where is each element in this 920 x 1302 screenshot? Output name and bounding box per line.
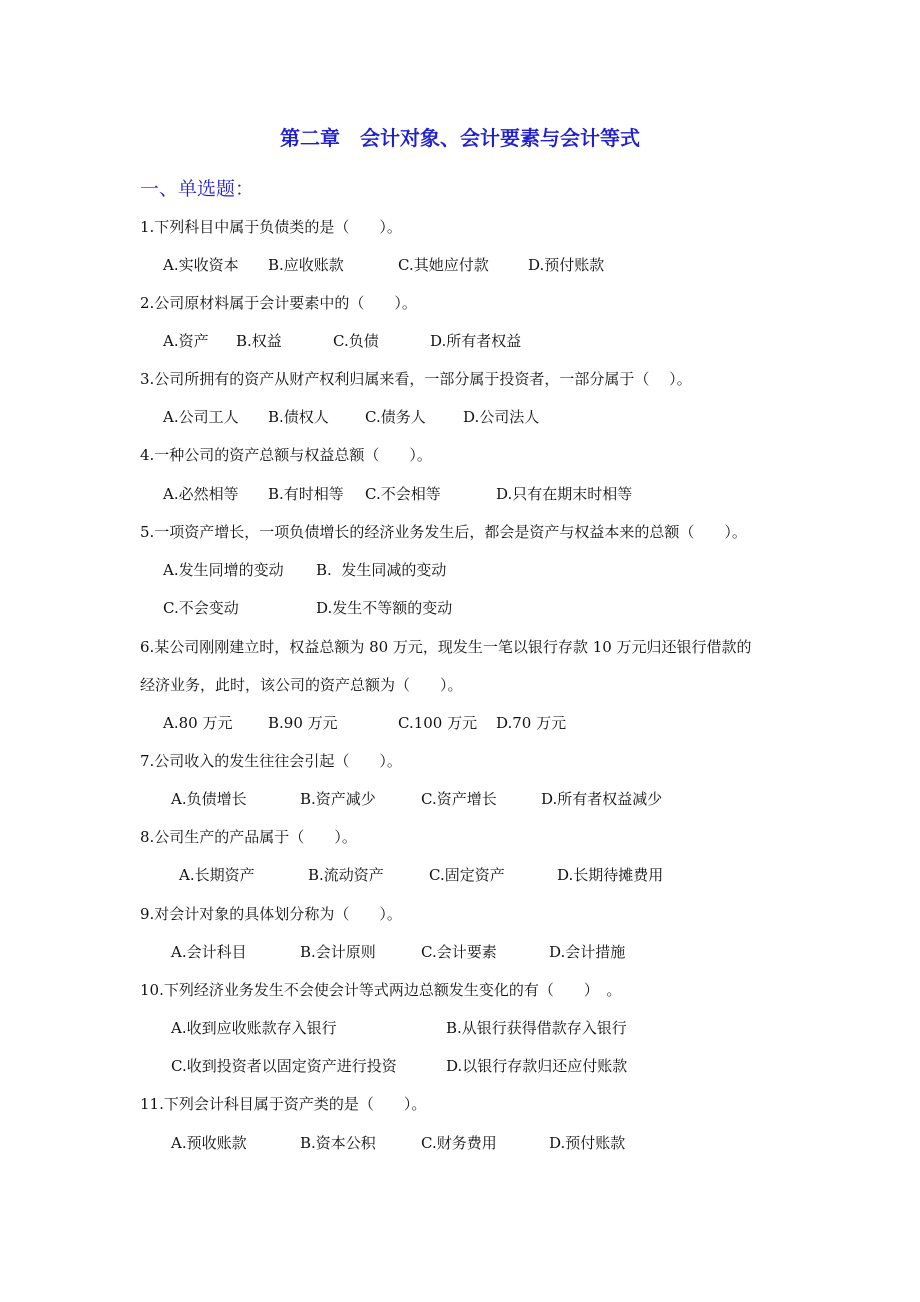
q3-option-c: C.债务人 [365, 408, 426, 426]
q10-option-c: C.收到投资者以固定资产进行投资 [171, 1057, 397, 1075]
q5-option-c: C.不会变动 [163, 599, 239, 617]
q4-option-b: B.有时相等 [268, 485, 344, 503]
q10-option-a: A.收到应收账款存入银行 [171, 1019, 337, 1037]
q3-option-b: B.债权人 [268, 408, 329, 426]
q5-option-b: B. 发生同减的变动 [316, 561, 447, 579]
q8-option-c: C.固定资产 [429, 866, 505, 884]
q1-option-a: A.实收资本 [163, 256, 239, 274]
q1-option-b: B.应收账款 [268, 256, 344, 274]
q1-option-d: D.预付账款 [528, 256, 605, 274]
q7-option-d: D.所有者权益减少 [541, 790, 663, 808]
q5-option-d: D.发生不等额的变动 [316, 599, 453, 617]
q11-option-d: D.预付账款 [549, 1134, 626, 1152]
q10-option-d: D.以银行存款归还应付账款 [446, 1057, 628, 1075]
q4-option-d: D.只有在期末时相等 [496, 485, 633, 503]
q6-option-a: A.80 万元 [163, 714, 233, 732]
q11-option-b: B.资本公积 [300, 1134, 376, 1152]
question-11: 11.下列会计科目属于资产类的是（ ）。 [140, 1095, 427, 1113]
section-heading: 一、单选题： [140, 178, 255, 200]
question-1: 1.下列科目中属于负债类的是（ ）。 [140, 218, 402, 236]
q6-option-b: B.90 万元 [268, 714, 338, 732]
q8-option-b: B.流动资产 [308, 866, 384, 884]
chapter-title: 第二章 会计对象、会计要素与会计等式 [280, 126, 640, 150]
question-3: 3.公司所拥有的资产从财产权利归属来看，一部分属于投资者，一部分属于（ ）。 [140, 370, 692, 388]
question-6-line-2: 经济业务，此时，该公司的资产总额为（ ）。 [140, 676, 463, 694]
q4-option-c: C.不会相等 [365, 485, 441, 503]
q9-option-c: C.会计要素 [421, 943, 497, 961]
q9-option-d: D.会计措施 [549, 943, 626, 961]
q8-option-a: A.长期资产 [179, 866, 255, 884]
q11-option-a: A.预收账款 [171, 1134, 247, 1152]
q2-option-a: A.资产 [163, 332, 209, 350]
question-5: 5.一项资产增长，一项负债增长的经济业务发生后，都会是资产与权益本来的总额（ ）。 [140, 523, 747, 541]
q9-option-a: A.会计科目 [171, 943, 247, 961]
q2-option-b: B.权益 [236, 332, 282, 350]
q1-option-c: C.其她应付款 [398, 256, 489, 274]
q5-option-a: A.发生同增的变动 [163, 561, 284, 579]
q8-option-d: D.长期待摊费用 [557, 866, 664, 884]
question-7: 7.公司收入的发生往往会引起（ ）。 [140, 752, 402, 770]
q6-option-c: C.100 万元 [398, 714, 478, 732]
question-8: 8.公司生产的产品属于（ ）。 [140, 828, 357, 846]
question-10: 10.下列经济业务发生不会使会计等式两边总额发生变化的有（ ） 。 [140, 981, 622, 999]
q9-option-b: B.会计原则 [300, 943, 376, 961]
q2-option-d: D.所有者权益 [430, 332, 522, 350]
q3-option-a: A.公司工人 [163, 408, 239, 426]
q7-option-b: B.资产减少 [300, 790, 376, 808]
q7-option-c: C.资产增长 [421, 790, 497, 808]
q6-option-d: D.70 万元 [496, 714, 567, 732]
q10-option-b: B.从银行获得借款存入银行 [446, 1019, 627, 1037]
question-4: 4.一种公司的资产总额与权益总额（ ）。 [140, 446, 432, 464]
q3-option-d: D.公司法人 [463, 408, 540, 426]
question-6-line-1: 6.某公司刚刚建立时，权益总额为 80 万元，现发生一笔以银行存款 10 万元归还银行借款的 [140, 638, 752, 656]
question-2: 2.公司原材料属于会计要素中的（ ）。 [140, 294, 417, 312]
q4-option-a: A.必然相等 [163, 485, 239, 503]
q2-option-c: C.负债 [333, 332, 379, 350]
q11-option-c: C.财务费用 [421, 1134, 497, 1152]
q7-option-a: A.负债增长 [171, 790, 247, 808]
question-9: 9.对会计对象的具体划分称为（ ）。 [140, 905, 402, 923]
